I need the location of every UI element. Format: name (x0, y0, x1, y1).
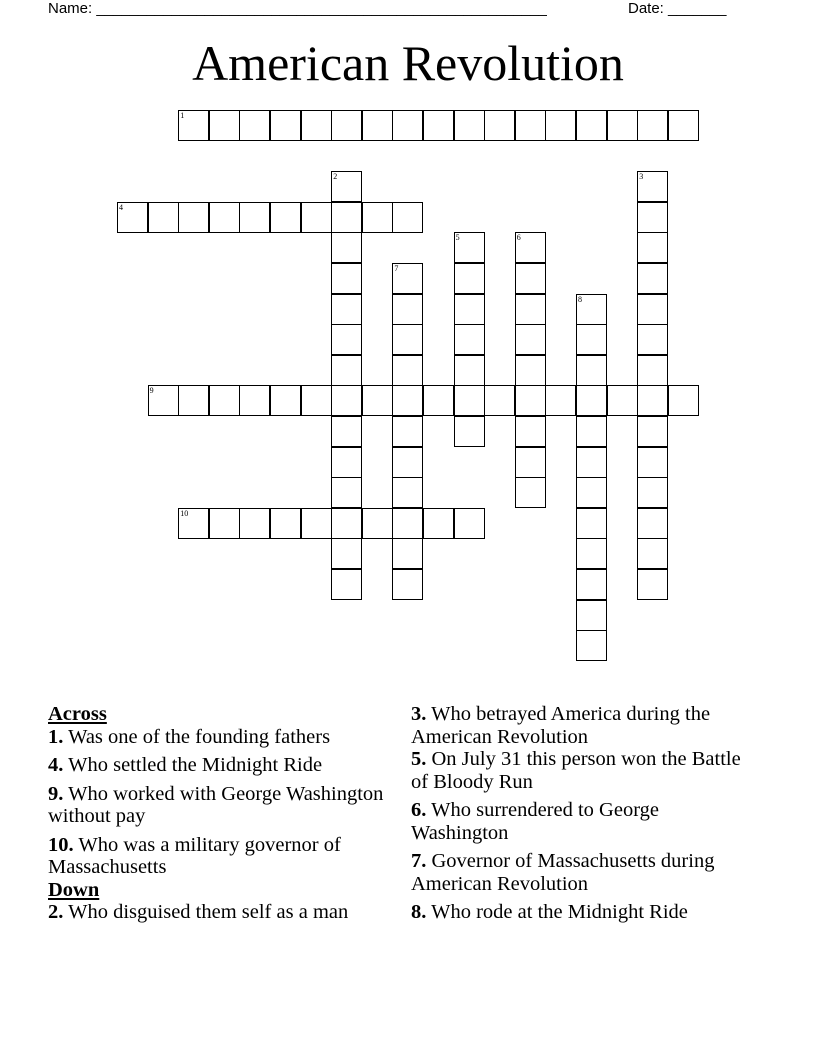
crossword-cell[interactable] (576, 508, 607, 539)
crossword-cell[interactable] (331, 110, 362, 141)
clue-text: Who was a military governor of Massachusetts (48, 833, 341, 878)
crossword-cell[interactable] (515, 232, 546, 263)
crossword-cell[interactable] (607, 110, 638, 141)
clue-number: 5. (411, 748, 427, 770)
clue-text: Who surrendered to George Washington (411, 799, 660, 844)
crossword-cell[interactable] (637, 447, 668, 478)
crossword-cell[interactable] (178, 110, 209, 141)
clue-number: 2. (48, 901, 64, 923)
crossword-cell[interactable] (607, 385, 638, 416)
name-field-label: Name: ______________________________________________________ (48, 0, 547, 17)
crossword-cell[interactable] (331, 202, 362, 233)
crossword-cell[interactable] (178, 385, 209, 416)
crossword-cell[interactable] (454, 232, 485, 263)
crossword-cell[interactable] (515, 477, 546, 508)
crossword-cell[interactable] (331, 355, 362, 386)
crossword-cell[interactable] (148, 202, 179, 233)
crossword-cell[interactable] (515, 447, 546, 478)
clue-text: Who rode at the Midnight Ride (426, 901, 688, 923)
crossword-cell[interactable] (209, 202, 240, 233)
clue-number-label: 7 (394, 264, 399, 273)
crossword-cell[interactable] (392, 538, 423, 569)
crossword-cell[interactable] (576, 447, 607, 478)
crossword-cell[interactable] (576, 630, 607, 661)
clue-number-label: 9 (149, 386, 154, 396)
crossword-cell[interactable] (576, 355, 607, 386)
crossword-cell[interactable] (301, 202, 332, 233)
clue-across-9 (48, 783, 393, 828)
crossword-cell[interactable] (301, 508, 332, 539)
crossword-cell[interactable] (270, 385, 301, 416)
crossword-cell[interactable] (576, 385, 607, 416)
clue-text: Governor of Massachusetts during American Revolution (411, 850, 715, 895)
crossword-cell[interactable] (301, 385, 332, 416)
crossword-cell[interactable] (637, 171, 668, 202)
clue-number: 9. (48, 782, 64, 805)
crossword-cell[interactable] (515, 324, 546, 355)
crossword-cell[interactable] (515, 294, 546, 325)
crossword-cell[interactable] (637, 294, 668, 325)
clue-text: Who disguised them self as a man (63, 901, 349, 923)
crossword-cell[interactable] (576, 477, 607, 508)
crossword-cell[interactable] (362, 508, 393, 539)
crossword-cell[interactable] (331, 171, 362, 202)
crossword-cell[interactable] (637, 416, 668, 447)
crossword-cell[interactable] (423, 385, 454, 416)
crossword-cell[interactable] (331, 477, 362, 508)
crossword-cell[interactable] (331, 294, 362, 325)
clue-number-label: 2 (333, 172, 338, 182)
crossword-cell[interactable] (423, 110, 454, 141)
crossword-cell[interactable] (392, 508, 423, 539)
crossword-cell[interactable] (209, 385, 240, 416)
crossword-cell[interactable] (392, 477, 423, 508)
crossword-cell[interactable] (454, 324, 485, 355)
crossword-cell[interactable] (545, 385, 576, 416)
clue-number: 4. (48, 754, 64, 776)
crossword-cell[interactable] (637, 538, 668, 569)
crossword-cell[interactable] (637, 355, 668, 386)
clue-number: 1. (48, 725, 64, 748)
crossword-cell[interactable] (454, 263, 485, 294)
clue-number-label: 1 (180, 111, 185, 120)
crossword-cell[interactable] (392, 110, 423, 141)
crossword-cell[interactable] (331, 569, 362, 600)
clue-number-label: 5 (455, 233, 460, 243)
crossword-cell[interactable] (392, 569, 423, 600)
crossword-cell[interactable] (454, 355, 485, 386)
clue-text: Who betrayed America during the American Revolution (411, 703, 711, 748)
crossword-cell[interactable] (209, 110, 240, 141)
clue-number-label: 6 (516, 233, 521, 243)
clue-text: Who settled the Midnight Ride (63, 754, 323, 776)
date-field-label: Date: _______ (628, 0, 727, 17)
clue-down-8 (411, 901, 756, 924)
crossword-cell[interactable] (637, 477, 668, 508)
clue-text: Who worked with George Washington without pay (48, 782, 384, 827)
clue-across-10 (48, 834, 393, 879)
clue-down-2 (48, 901, 393, 924)
crossword-cell[interactable] (576, 416, 607, 447)
crossword-cell[interactable] (209, 508, 240, 539)
down-heading: Down (48, 878, 100, 901)
crossword-cell[interactable] (454, 294, 485, 325)
crossword-cell[interactable] (515, 385, 546, 416)
clue-down-7 (411, 850, 756, 895)
crossword-cell[interactable] (362, 385, 393, 416)
crossword-cell[interactable] (576, 324, 607, 355)
crossword-cell[interactable] (239, 385, 270, 416)
crossword-cell[interactable] (392, 294, 423, 325)
crossword-cell[interactable] (362, 110, 393, 141)
crossword-cell[interactable] (454, 416, 485, 447)
crossword-cell[interactable] (637, 263, 668, 294)
crossword-cell[interactable] (270, 202, 301, 233)
crossword-cell[interactable] (239, 508, 270, 539)
page-title: American Revolution (192, 35, 624, 91)
crossword-cell[interactable] (576, 538, 607, 569)
clue-number: 3. (411, 703, 427, 725)
crossword-cell[interactable] (484, 110, 515, 141)
crossword-cell[interactable] (637, 385, 668, 416)
crossword-cell[interactable] (331, 416, 362, 447)
clue-across-4 (48, 754, 393, 777)
clue-down-5 (411, 748, 756, 793)
crossword-cell[interactable] (423, 508, 454, 539)
clues-column-left (48, 703, 393, 930)
crossword-cell[interactable] (637, 110, 668, 141)
crossword-cell[interactable] (392, 447, 423, 478)
crossword-cell[interactable] (331, 508, 362, 539)
crossword-cell[interactable] (392, 355, 423, 386)
crossword-cell[interactable] (392, 385, 423, 416)
crossword-cell[interactable] (331, 385, 362, 416)
crossword-cell[interactable] (331, 232, 362, 263)
clue-number-label: 3 (639, 172, 644, 182)
crossword-cell[interactable] (239, 110, 270, 141)
clue-number: 10. (48, 833, 74, 856)
crossword-cell[interactable] (454, 110, 485, 141)
crossword-cell[interactable] (239, 202, 270, 233)
crossword-cell[interactable] (331, 324, 362, 355)
crossword-cell[interactable] (484, 385, 515, 416)
crossword-cell[interactable] (454, 508, 485, 539)
crossword-cell[interactable] (515, 263, 546, 294)
crossword-cell[interactable] (117, 202, 148, 233)
crossword-cell[interactable] (515, 416, 546, 447)
crossword-cell[interactable] (515, 110, 546, 141)
crossword-cell[interactable] (668, 110, 699, 141)
clue-number-label: 4 (119, 202, 123, 212)
crossword-cell[interactable] (576, 110, 607, 141)
clue-number-label: 10 (180, 508, 189, 518)
crossword-cell[interactable] (270, 508, 301, 539)
crossword-cell[interactable] (515, 355, 546, 386)
crossword-cell[interactable] (331, 263, 362, 294)
crossword-cell[interactable] (637, 202, 668, 233)
crossword-cell[interactable] (576, 294, 607, 325)
crossword-cell[interactable] (301, 110, 332, 141)
crossword-cell[interactable] (576, 569, 607, 600)
crossword-cell[interactable] (392, 416, 423, 447)
clue-down-3 (411, 703, 756, 748)
clue-across-1 (48, 726, 393, 749)
crossword-cell[interactable] (178, 508, 209, 539)
crossword-cell[interactable] (392, 263, 423, 294)
crossword-cell[interactable] (637, 508, 668, 539)
crossword-cell[interactable] (362, 202, 393, 233)
crossword-cell[interactable] (454, 385, 485, 416)
across-heading: Across (48, 703, 107, 725)
crossword-cell[interactable] (637, 232, 668, 263)
crossword-cell[interactable] (545, 110, 576, 141)
crossword-cell[interactable] (270, 110, 301, 141)
crossword-cell[interactable] (392, 202, 423, 233)
crossword-cell[interactable] (331, 447, 362, 478)
clue-text: Was one of the founding fathers (63, 725, 331, 748)
crossword-cell[interactable] (178, 202, 209, 233)
clues-column-right (411, 703, 756, 930)
clue-text: On July 31 this person won the Battle of Bloody Run (411, 748, 741, 793)
crossword-cell[interactable] (576, 600, 607, 631)
clue-number: 6. (411, 799, 427, 821)
crossword-cell[interactable] (637, 324, 668, 355)
crossword-cell[interactable] (637, 569, 668, 600)
clue-number: 8. (411, 901, 427, 923)
clue-down-6 (411, 799, 756, 844)
clue-number: 7. (411, 850, 427, 872)
clue-number-label: 8 (578, 294, 582, 304)
crossword-cell[interactable] (668, 385, 699, 416)
crossword-cell[interactable] (148, 385, 179, 416)
crossword-cell[interactable] (331, 538, 362, 569)
crossword-cell[interactable] (392, 324, 423, 355)
